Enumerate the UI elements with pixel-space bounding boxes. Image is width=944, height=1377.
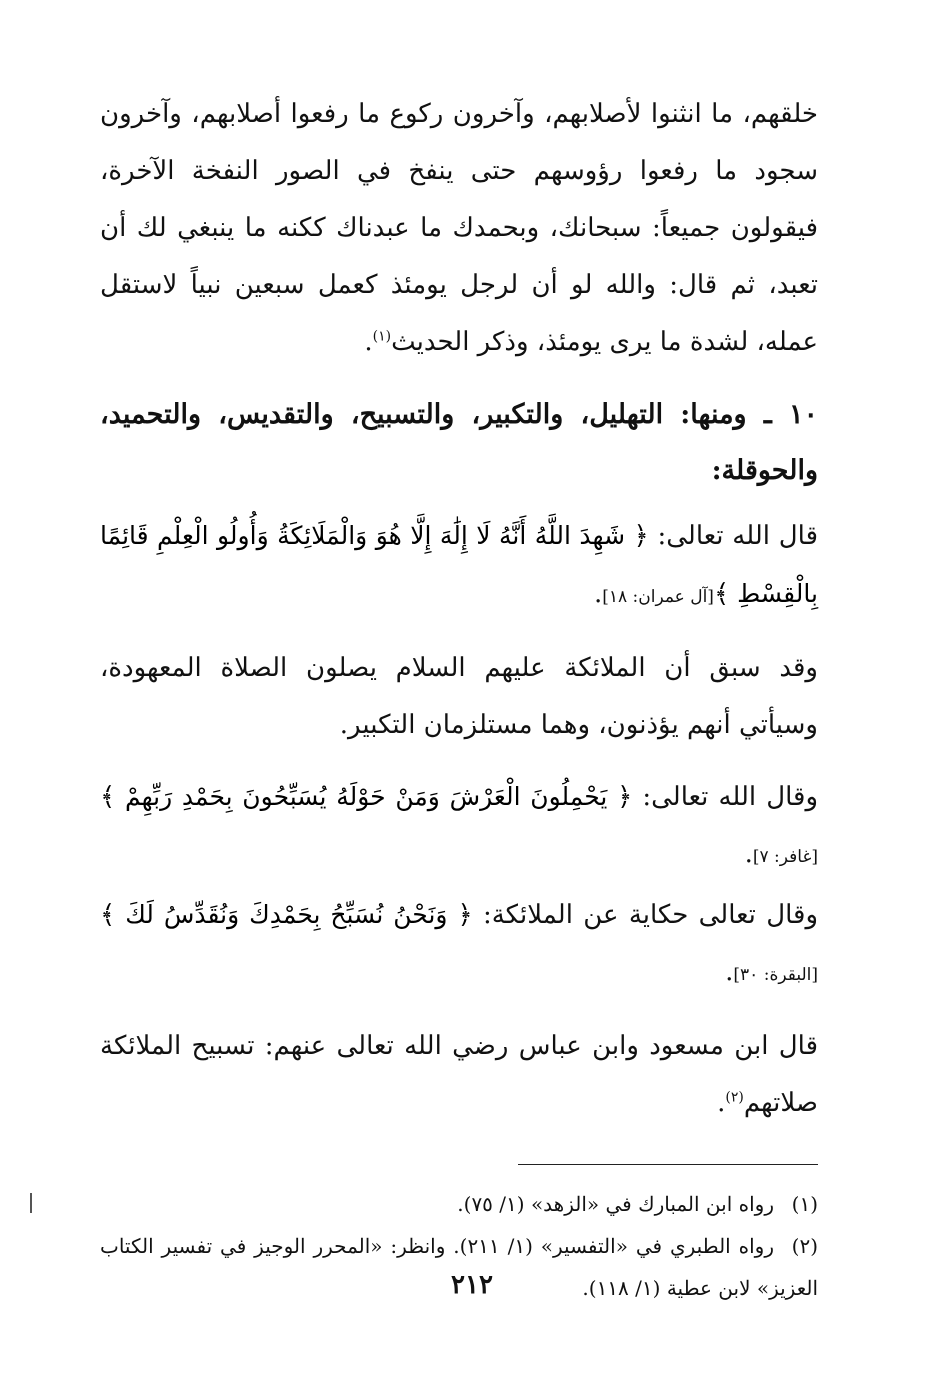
verse-1-text: شَهِدَ اللَّهُ أَنَّهُ لَا إِلَٰهَ إِلَّا هُوَ وَالْمَلَائِكَةُ وَأُولُو الْعِلْمِ قَائِمًا بِالْقِسْطِ xyxy=(100,521,818,608)
verse-1-open-bracket: ﴿ xyxy=(633,521,649,551)
body-paragraph-1 xyxy=(100,86,818,371)
verse-2-text: يَحْمِلُونَ الْعَرْشَ وَمَنْ حَوْلَهُ يُسَبِّحُونَ بِحَمْدِ رَبِّهِمْ xyxy=(124,782,608,811)
footnote-2-number: (٢) xyxy=(791,1234,818,1258)
body-paragraph-2: وقد سبق أن الملائكة عليهم السلام يصلون الصلاة المعهودة، وسيأتي أنهم يؤذنون، وهما مستلزمان التكبير. xyxy=(100,653,818,740)
verse-3-end: . xyxy=(725,957,734,987)
verse-3-reference: [البقرة: ٣٠] xyxy=(733,965,818,985)
verse-1-end: . xyxy=(593,579,603,609)
footnote-ref-2: (٢) xyxy=(725,1089,744,1106)
verse-3-intro: وقال تعالى حكاية عن الملائكة: xyxy=(482,900,818,930)
verse-2-paragraph xyxy=(100,768,818,886)
section-heading: ١٠ ـ ومنها: التهليل، والتكبير، والتسبيح، والتقديس، والتحميد، والحوقلة: xyxy=(100,399,818,486)
verse-2-close-bracket: ﴾ xyxy=(100,782,116,812)
footnote-2-text: رواه الطبري في «التفسير» (١/ ٢١١). وانظر: «المحرر الوجيز في تفسير الكتاب العزيز» لابن عطية (١/ ١١٨). xyxy=(100,1234,818,1300)
verse-2-intro: وقال الله تعالى: xyxy=(642,782,818,812)
footnote-1-number: (١) xyxy=(791,1192,818,1216)
footnote-1 xyxy=(100,1183,818,1225)
verse-2-open-bracket: ﴿ xyxy=(617,782,633,812)
verse-1-paragraph xyxy=(100,507,818,626)
verse-3-paragraph xyxy=(100,886,818,1004)
verse-3-text: وَنَحْنُ نُسَبِّحُ بِحَمْدِكَ وَنُقَدِّسُ لَكَ xyxy=(125,900,448,929)
verse-2 xyxy=(100,782,632,811)
body-paragraph-3 xyxy=(100,1018,818,1132)
verse-1-close-bracket: ﴾ xyxy=(713,579,730,609)
verse-2-end: . xyxy=(744,839,753,869)
paragraph-1-text: خلقهم، ما انثنوا لأصلابهم، وآخرون ركوع ما رفعوا أصلابهم، وآخرون سجود ما رفعوا رؤوسهم حتى ينفخ في الصور النفخة الآخرة، فيقولون جميعاً: سبحانك، وبحمدك ما عبدناك ككنه ما ينبغي لك أن تعبد، ثم قال: والله لو أن لرجل يومئذ كعمل سبعين نبياً لاستقل عمله، لشدة ما يرى يومئذ، وذكر الحديث xyxy=(100,99,818,357)
paragraph-3-text: قال ابن مسعود وابن عباس رضي الله تعالى عنهم: تسبيح الملائكة صلاتهم xyxy=(100,1031,818,1118)
footnote-ref-1: (١) xyxy=(372,328,392,345)
verse-1-reference: [آل عمران: ١٨] xyxy=(602,587,714,607)
footnote-divider xyxy=(518,1164,818,1165)
verse-3-close-bracket: ﴾ xyxy=(100,900,116,930)
verse-3 xyxy=(100,900,473,929)
page-number: ٢١٢ xyxy=(451,1270,493,1300)
verse-3-open-bracket: ﴿ xyxy=(457,900,473,930)
scan-edge-mark xyxy=(30,1193,32,1213)
paragraph-3-end: . xyxy=(717,1088,726,1118)
verse-1-intro: قال الله تعالى: xyxy=(657,521,818,551)
paragraph-1-end: . xyxy=(364,327,373,357)
verse-2-reference: [غافر: ٧] xyxy=(752,847,818,867)
footnote-1-text: رواه ابن المبارك في «الزهد» (١/ ٧٥). xyxy=(457,1192,774,1216)
